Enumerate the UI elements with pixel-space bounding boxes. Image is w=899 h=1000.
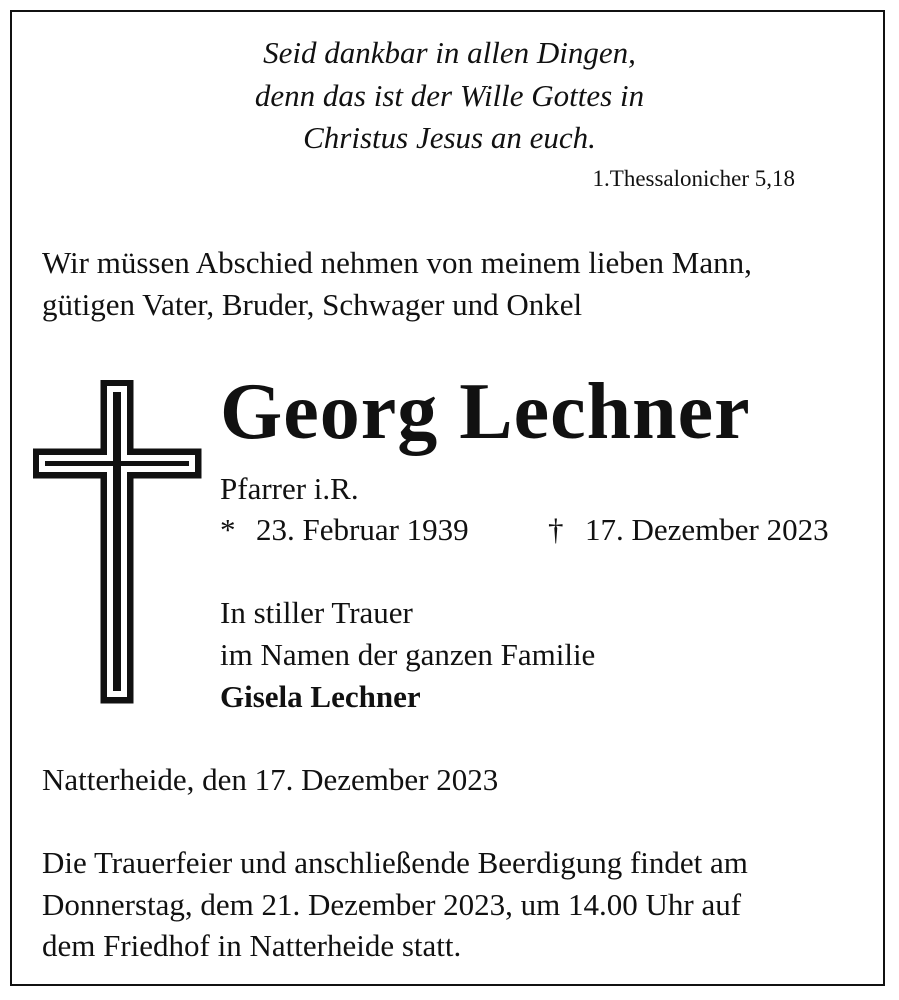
- deceased-title: Pfarrer i.R.: [220, 471, 359, 506]
- place-date: Natterheide, den 17. Dezember 2023: [42, 762, 499, 797]
- death-date: 17. Dezember 2023: [585, 512, 829, 547]
- verse-line-1: Seid dankbar in allen Dingen,: [263, 35, 636, 70]
- deceased-name: Georg Lechner: [220, 368, 751, 456]
- intro-line-2: gütigen Vater, Bruder, Schwager und Onkel: [42, 287, 583, 322]
- funeral-line-3: dem Friedhof in Natterheide statt.: [42, 928, 462, 963]
- funeral-line-2: Donnerstag, dem 21. Dezember 2023, um 14.00 Uhr auf: [42, 887, 742, 922]
- verse-line-2: denn das ist der Wille Gottes in: [254, 78, 645, 113]
- latin-cross-icon: [33, 380, 203, 705]
- intro-line-1: Wir müssen Abschied nehmen von meinem lieben Mann,: [42, 245, 752, 280]
- death-symbol: †: [548, 512, 564, 547]
- birth-date: 23. Februar 1939: [256, 512, 469, 547]
- verse-line-3: Christus Jesus an euch.: [303, 120, 596, 155]
- mourners-line-2: im Namen der ganzen Familie: [220, 637, 596, 672]
- verse-reference: 1.Thessalonicher 5,18: [592, 166, 795, 191]
- funeral-line-1: Die Trauerfeier und anschließende Beerdigung findet am: [42, 845, 748, 880]
- mourners-line-1: In stiller Trauer: [220, 595, 413, 630]
- mourners-signature: Gisela Lechner: [220, 679, 421, 714]
- birth-symbol: *: [220, 512, 236, 547]
